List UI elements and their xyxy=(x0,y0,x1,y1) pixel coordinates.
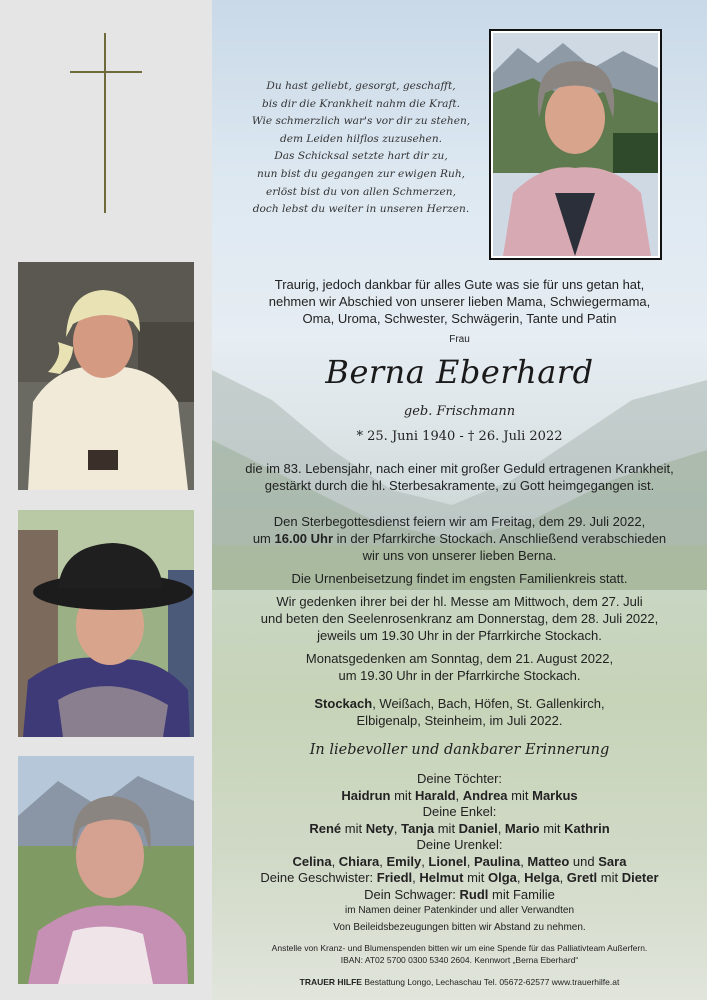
urn-burial: Die Urnenbeisetzung findet im engsten Familienkreis statt. xyxy=(291,571,628,586)
mass-line: und beten den Seelenrosenkranz am Donnerstag, dem 28. Juli 2022, xyxy=(260,611,659,626)
poem-line: Wie schmerzlich war's vor dir zu stehen, xyxy=(251,115,471,128)
condolence-note: Von Beileidsbezeugungen bitten wir Abstand zu nehmen. xyxy=(333,922,586,933)
life-dates: * 25. Juni 1940 - † 26. Juli 2022 xyxy=(356,429,563,444)
month-memorial-line: um 19.30 Uhr in der Pfarrkirche Stockach. xyxy=(338,668,581,683)
daughters-names: Haidrun mit Harald, Andrea mit Markus xyxy=(341,788,578,803)
title-frau: Frau xyxy=(449,334,470,345)
poem xyxy=(246,78,476,219)
poem-line: doch lebst du weiter in unseren Herzen. xyxy=(252,203,470,216)
poem-line: Das Schicksal setzte hart dir zu, xyxy=(274,150,448,163)
mass-line: jeweils um 19.30 Uhr in der Pfarrkirche Stockach. xyxy=(317,628,602,643)
service-line: Den Sterbegottesdienst feiern wir am Freitag, dem 29. Juli 2022, xyxy=(273,514,646,529)
siblings-line: Deine Geschwister: Friedl, Helmut mit Olga, Helga, Gretl mit Dieter xyxy=(260,870,659,885)
brother-in-law-line: Dein Schwager: Rudl mit Familie xyxy=(364,887,555,902)
remembrance-heading: In liebevoller und dankbarer Erinnerung xyxy=(309,742,610,758)
passing-line: gestärkt durch die hl. Sterbesakramente, zu Gott heimgegangen ist. xyxy=(264,478,655,493)
donation-iban: IBAN: AT02 5700 0300 5340 2604. Kennwort „Berna Eberhard“ xyxy=(340,955,579,965)
footer-text: Bestattung Longo, Lechaschau Tel. 05672-62577 www.trauerhilfe.at xyxy=(361,977,620,987)
poem-line: erlöst bist du von allen Schmerzen, xyxy=(266,185,456,198)
poem-line: dem Leiden hilflos zuzusehen. xyxy=(279,132,443,145)
passing-line: die im 83. Lebensjahr, nach einer mit großer Geduld ertragenen Krankheit, xyxy=(245,461,674,476)
poem-line: Du hast geliebt, gesorgt, geschafft, xyxy=(266,80,456,92)
intro-line: nehmen wir Abschied von unserer lieben Mama, Schwiegermama, xyxy=(268,294,651,309)
footer xyxy=(212,977,707,988)
poem-line: nun bist du gegangen zur ewigen Ruh, xyxy=(256,167,466,180)
godchildren-line: im Namen deiner Patenkinder und aller Verwandten xyxy=(344,905,575,916)
donation-line: Anstelle von Kranz- und Blumenspenden bitten wir um eine Spende für das Palliativteam Außerfern. xyxy=(271,943,648,953)
footer-brand: TRAUER HILFE xyxy=(299,977,362,987)
daughters-label: Deine Töchter: xyxy=(416,771,503,786)
deceased-name: Berna Eberhard xyxy=(325,353,594,391)
mass-line: Wir gedenken ihrer bei der hl. Messe am Mittwoch, dem 27. Juli xyxy=(276,594,643,609)
birth-name: geb. Frischmann xyxy=(403,404,516,419)
great-grandchildren-names: Celina, Chiara, Emily, Lionel, Paulina, Matteo und Sara xyxy=(292,854,627,869)
grandchildren-label: Deine Enkel: xyxy=(422,804,497,819)
photo-black-hat xyxy=(18,510,194,737)
places-line: Stockach, Weißach, Bach, Höfen, St. Gallenkirch, xyxy=(314,696,605,711)
service-line: um 16.00 Uhr in der Pfarrkirche Stockach. Anschließend verabschieden xyxy=(252,531,667,546)
sidebar xyxy=(0,0,212,1000)
service-line: wir uns von unserer lieben Berna. xyxy=(362,548,557,563)
intro-line: Traurig, jedoch dankbar für alles Gute was sie für uns getan hat, xyxy=(274,277,645,292)
places-line: Elbigenalp, Steinheim, im Juli 2022. xyxy=(356,713,563,728)
poem-line: bis dir die Krankheit nahm die Kraft. xyxy=(261,97,461,110)
photo-mountains-shawl xyxy=(18,756,194,984)
month-memorial-line: Monatsgedenken am Sonntag, dem 21. August 2022, xyxy=(305,651,614,666)
great-grandchildren-label: Deine Urenkel: xyxy=(416,837,503,852)
intro-line: Oma, Uroma, Schwester, Schwägerin, Tante und Patin xyxy=(302,311,617,326)
cross-icon xyxy=(70,33,142,213)
portrait-photo xyxy=(489,29,662,260)
grandchildren-names: René mit Nety, Tanja mit Daniel, Mario mit Kathrin xyxy=(309,821,610,836)
photo-headscarf xyxy=(18,262,194,490)
